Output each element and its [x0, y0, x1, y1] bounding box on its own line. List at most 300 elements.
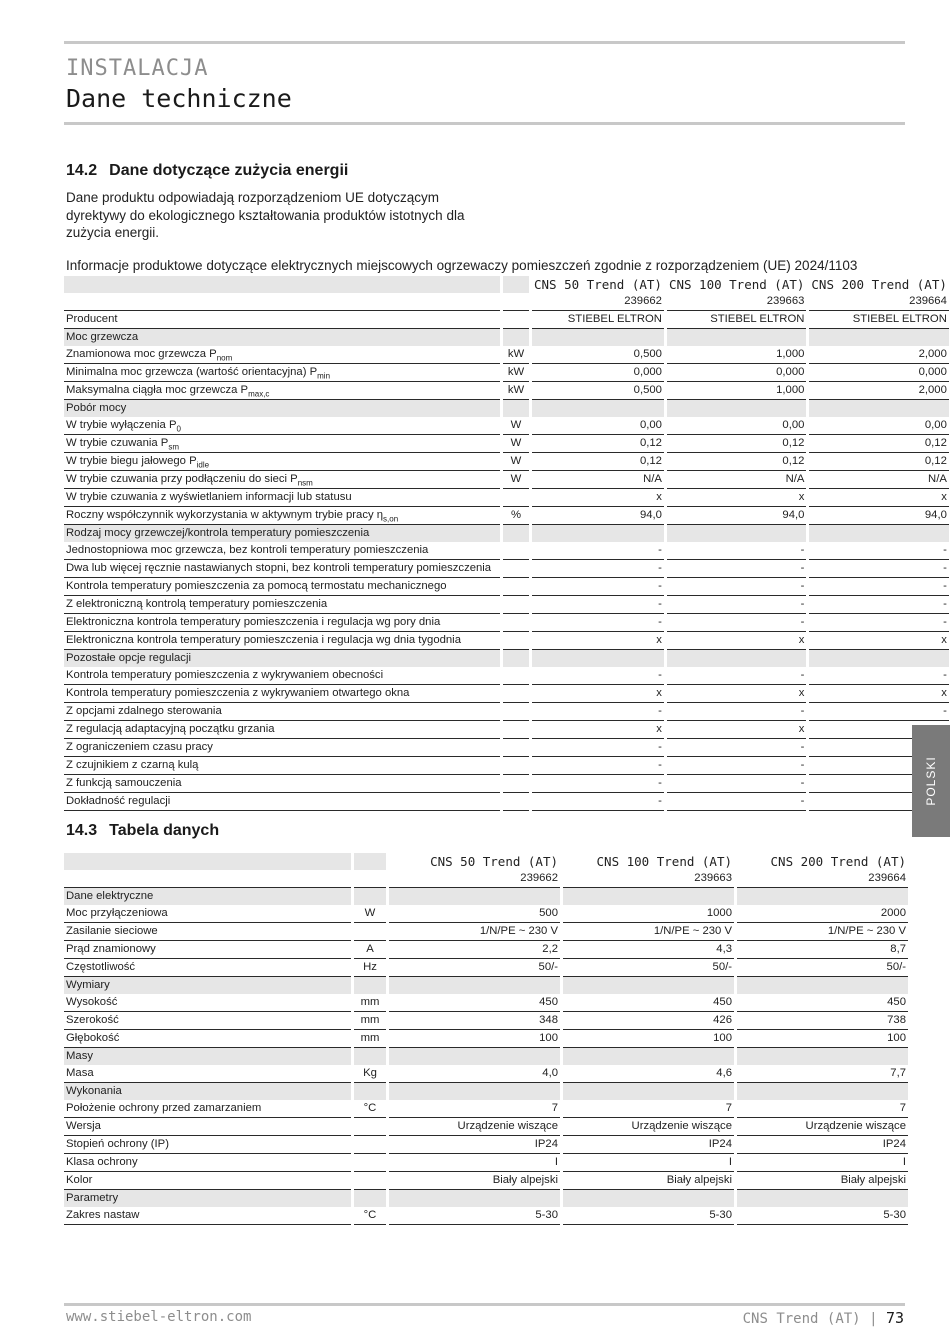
table-row [64, 542, 949, 560]
row-value: 2,000 [809, 382, 948, 400]
header-rule [64, 122, 905, 125]
row-value: 1/N/PE ~ 230 V [563, 923, 734, 941]
row-label [64, 632, 500, 650]
row-value: 500 [389, 905, 560, 923]
page-number: 73 [885, 1309, 904, 1327]
row-value: x [667, 685, 806, 703]
row-value: 5-30 [737, 1207, 908, 1225]
row-label-text: Elektroniczna kontrola temperatury pomieszczenia i regulacja wg pory dnia [66, 616, 441, 628]
table-row [64, 1154, 908, 1172]
row-value: - [532, 775, 664, 793]
table-head-codes [64, 870, 908, 888]
row-label-text: Szerokość [66, 1014, 119, 1026]
row-value: 1,000 [667, 382, 806, 400]
model-name: CNS 50 Trend (AT) [430, 854, 558, 869]
model-name: CNS 50 Trend (AT) [534, 277, 662, 292]
group-label: Pozostałe opcje regulacji [64, 650, 500, 667]
row-value: 5-30 [563, 1207, 734, 1225]
website-url: www.stiebel-eltron.com [66, 1309, 252, 1325]
row-label [64, 905, 351, 923]
row-value: - [532, 596, 664, 614]
row-unit [503, 793, 529, 811]
row-unit: kW [503, 364, 529, 382]
row-value: - [809, 614, 948, 632]
row-value: 0,500 [532, 346, 664, 364]
row-value: 0,12 [667, 435, 806, 453]
row-label [64, 1207, 351, 1225]
table-row [64, 721, 949, 739]
row-value: 738 [737, 1012, 908, 1030]
row-label [64, 941, 351, 959]
row-label-subscript: min [317, 371, 331, 381]
row-value: 2,000 [809, 346, 948, 364]
row-value: - [809, 542, 948, 560]
row-label [64, 1100, 351, 1118]
row-label [64, 382, 500, 400]
section-title: Dane dotyczące zużycia energii [109, 162, 349, 179]
row-unit [503, 489, 529, 507]
row-value: x [532, 721, 664, 739]
row-value: 100 [563, 1030, 734, 1048]
group-label: Masy [64, 1048, 351, 1065]
row-unit [503, 560, 529, 578]
row-label [64, 364, 500, 382]
table-row [64, 1012, 908, 1030]
row-value: - [667, 703, 806, 721]
row-value: - [809, 560, 948, 578]
row-value: 50/- [389, 959, 560, 977]
row-unit [503, 578, 529, 596]
row-label-text: Częstotliwość [66, 961, 136, 973]
row-label-text: Wysokość [66, 996, 118, 1008]
row-value: 50/- [737, 959, 908, 977]
row-value: 0,000 [667, 364, 806, 382]
table-row [64, 775, 949, 793]
row-label-subscript: s,on [383, 514, 399, 524]
row-value: 450 [737, 994, 908, 1012]
table-row [64, 435, 949, 453]
row-value: 100 [389, 1030, 560, 1048]
group-header-row [64, 888, 908, 905]
article-number: 239663 [563, 870, 734, 888]
row-label [64, 775, 500, 793]
row-value: - [667, 542, 806, 560]
row-label-text: Z opcjami zdalnego sterowania [66, 705, 222, 717]
row-label [64, 542, 500, 560]
table-row [64, 560, 949, 578]
group-label: Dane elektryczne [64, 888, 351, 905]
row-value: - [532, 578, 664, 596]
row-label-text: Z funkcją samouczenia [66, 777, 182, 789]
group-header-row [64, 329, 949, 346]
table-row [64, 1030, 908, 1048]
model-name: CNS 100 Trend (AT) [596, 854, 732, 869]
row-label [64, 703, 500, 721]
row-label [64, 346, 500, 364]
row-label [64, 1118, 351, 1136]
row-label-subscript: 0 [176, 424, 181, 434]
row-value: 4,0 [389, 1065, 560, 1083]
row-value: x [667, 489, 806, 507]
table-row [64, 757, 949, 775]
row-value: x [809, 685, 948, 703]
row-value: 450 [389, 994, 560, 1012]
section-title: Tabela danych [109, 822, 220, 839]
row-unit [503, 311, 529, 329]
row-label-text: W trybie wyłączenia P [66, 419, 177, 431]
row-label-text: Znamionowa moc grzewcza P [66, 348, 217, 360]
article-number: 239664 [737, 870, 908, 888]
row-label [64, 453, 500, 471]
section-14-3-heading [66, 822, 219, 840]
row-unit: mm [354, 994, 386, 1012]
row-unit [354, 1154, 386, 1172]
row-unit [503, 632, 529, 650]
row-value: - [667, 596, 806, 614]
table-caption: Informacje produktowe dotyczące elektrycznych miejscowych ogrzewaczy pomieszczeń zgodnie z rozporządzeniem (UE) 2024/1103 [66, 258, 858, 273]
row-label [64, 667, 500, 685]
row-label [64, 614, 500, 632]
row-value: I [563, 1154, 734, 1172]
row-value: x [667, 632, 806, 650]
row-unit [503, 614, 529, 632]
table-row [64, 614, 949, 632]
group-header-row [64, 1048, 908, 1065]
table-row [64, 382, 949, 400]
row-label-subscript: nsm [297, 478, 313, 488]
row-label [64, 596, 500, 614]
row-value: 0,12 [809, 435, 948, 453]
row-unit: °C [354, 1207, 386, 1225]
row-value: 2000 [737, 905, 908, 923]
row-label-text: W trybie czuwania P [66, 437, 169, 449]
row-label [64, 793, 500, 811]
row-value: 100 [737, 1030, 908, 1048]
table-row [64, 793, 949, 811]
row-label-text: Zakres nastaw [66, 1209, 140, 1221]
row-label-text: Prąd znamionowy [66, 943, 156, 955]
row-label [64, 959, 351, 977]
table-head-models [64, 276, 949, 293]
group-header-row [64, 1190, 908, 1207]
article-number: 239663 [667, 293, 806, 311]
row-label-text: Minimalna moc grzewcza (wartość orientacyjna) P [66, 366, 318, 378]
group-header-row [64, 650, 949, 667]
model-name: CNS 100 Trend (AT) [668, 277, 805, 292]
table-row [64, 1207, 908, 1225]
row-value: 4,3 [563, 941, 734, 959]
row-label-text: W trybie biegu jałowego P [66, 455, 197, 467]
row-label [64, 471, 500, 489]
row-value: 348 [389, 1012, 560, 1030]
row-value: Biały alpejski [563, 1172, 734, 1190]
row-label [64, 417, 500, 435]
row-value: I [737, 1154, 908, 1172]
row-label-text: Kontrola temperatury pomieszczenia za pomocą termostatu mechanicznego [66, 580, 447, 592]
row-value: I [389, 1154, 560, 1172]
row-label-text: W trybie czuwania z wyświetlaniem informacji lub statusu [66, 491, 352, 503]
row-unit [503, 721, 529, 739]
row-label [64, 1172, 351, 1190]
footer-rule [64, 1303, 905, 1306]
model-name: CNS 200 Trend (AT) [770, 854, 906, 869]
row-unit [503, 667, 529, 685]
table-row [64, 685, 949, 703]
section-14-2-heading [66, 162, 348, 180]
row-unit: Kg [354, 1065, 386, 1083]
table-row [64, 507, 949, 525]
row-value: 0,12 [667, 453, 806, 471]
row-value: 7,7 [737, 1065, 908, 1083]
table-row [64, 1100, 908, 1118]
row-value: N/A [667, 471, 806, 489]
row-unit [354, 1172, 386, 1190]
row-value: 7 [737, 1100, 908, 1118]
row-label-text: Dokładność regulacji [66, 795, 171, 807]
row-value: IP24 [563, 1136, 734, 1154]
row-label-subscript: max,c [248, 389, 270, 399]
row-value: STIEBEL ELTRON [809, 311, 948, 329]
row-value: 7 [389, 1100, 560, 1118]
table-row [64, 596, 949, 614]
row-label-text: W trybie czuwania przy podłączeniu do sieci P [66, 473, 298, 485]
row-value: 0,12 [809, 453, 948, 471]
row-value: - [532, 667, 664, 685]
row-value: - [809, 703, 948, 721]
row-value: N/A [809, 471, 948, 489]
data-table [64, 853, 908, 1225]
row-label-text: Zasilanie sieciowe [66, 925, 158, 937]
footer-separator: | [869, 1311, 878, 1327]
row-unit [503, 739, 529, 757]
row-label [64, 311, 500, 329]
row-value: 426 [563, 1012, 734, 1030]
row-value: IP24 [389, 1136, 560, 1154]
row-value: 0,000 [809, 364, 948, 382]
row-value: - [532, 614, 664, 632]
row-label [64, 435, 500, 453]
row-value: - [667, 793, 806, 811]
row-unit: % [503, 507, 529, 525]
row-label [64, 507, 500, 525]
row-value: - [667, 614, 806, 632]
footer-product: CNS Trend (AT) [742, 1311, 861, 1327]
row-value: - [809, 596, 948, 614]
row-unit [503, 596, 529, 614]
table-row [64, 453, 949, 471]
top-rule [64, 41, 905, 44]
row-value: - [532, 739, 664, 757]
row-unit: W [354, 905, 386, 923]
intro-paragraph: Dane produktu odpowiadają rozporządzeniom UE dotyczącym dyrektywy do ekologicznego kształtowania produktów istotnych dla zużycia energii. [66, 190, 465, 240]
article-number: 239662 [389, 870, 560, 888]
table-row [64, 1065, 908, 1083]
table-row [64, 739, 949, 757]
row-value: 0,00 [532, 417, 664, 435]
row-value: - [667, 775, 806, 793]
row-label-text: Jednostopniowa moc grzewcza, bez kontroli temperatury pomieszczenia [66, 544, 429, 556]
row-value: 1/N/PE ~ 230 V [389, 923, 560, 941]
row-value: Urządzenie wiszące [737, 1118, 908, 1136]
language-tab-label: POLSKI [924, 756, 938, 806]
table-row [64, 417, 949, 435]
row-value: 94,0 [667, 507, 806, 525]
table-row [64, 578, 949, 596]
row-value: - [667, 667, 806, 685]
table-row [64, 489, 949, 507]
row-value: - [532, 793, 664, 811]
row-unit: Hz [354, 959, 386, 977]
row-label [64, 489, 500, 507]
row-value: IP24 [737, 1136, 908, 1154]
row-unit: W [503, 417, 529, 435]
row-value: 5-30 [389, 1207, 560, 1225]
row-value: x [532, 489, 664, 507]
table-row [64, 941, 908, 959]
row-label-text: Stopień ochrony (IP) [66, 1138, 169, 1150]
row-label-text: Z regulacją adaptacyjną początku grzania [66, 723, 275, 735]
row-label-text: Producent [66, 313, 118, 325]
model-name: CNS 200 Trend (AT) [811, 277, 947, 292]
table-row [64, 703, 949, 721]
row-value: 0,00 [809, 417, 948, 435]
table-row [64, 364, 949, 382]
row-label-text: Głębokość [66, 1032, 120, 1044]
row-label [64, 739, 500, 757]
row-unit [354, 1118, 386, 1136]
row-value: STIEBEL ELTRON [532, 311, 664, 329]
group-header-row [64, 525, 949, 542]
row-label-text: Maksymalna ciągła moc grzewcza P [66, 384, 249, 396]
row-unit: W [503, 435, 529, 453]
row-label [64, 1065, 351, 1083]
row-unit [503, 685, 529, 703]
row-value: x [667, 721, 806, 739]
row-value: 0,12 [532, 435, 664, 453]
row-value: 1000 [563, 905, 734, 923]
row-label-text: Położenie ochrony przed zamarzaniem [66, 1102, 262, 1114]
row-unit: °C [354, 1100, 386, 1118]
row-unit: W [503, 471, 529, 489]
row-value: 4,6 [563, 1065, 734, 1083]
row-unit: mm [354, 1030, 386, 1048]
table-row [64, 471, 949, 489]
row-unit [503, 542, 529, 560]
row-label [64, 923, 351, 941]
row-value: - [809, 578, 948, 596]
row-value: 0,12 [532, 453, 664, 471]
row-value: Biały alpejski [737, 1172, 908, 1190]
row-unit: kW [503, 346, 529, 364]
table-row [64, 1136, 908, 1154]
row-label-text: Roczny współczynnik wykorzystania w aktywnym trybie pracy η [66, 509, 384, 521]
row-value: 7 [563, 1100, 734, 1118]
group-header-row [64, 400, 949, 417]
row-value: N/A [532, 471, 664, 489]
row-label [64, 1030, 351, 1048]
page-title: Dane techniczne [66, 84, 292, 113]
table-row [64, 905, 908, 923]
row-value: 2,2 [389, 941, 560, 959]
table-head-models [64, 853, 908, 870]
table-row [64, 346, 949, 364]
row-label [64, 757, 500, 775]
row-label-text: Kontrola temperatury pomieszczenia z wykrywaniem obecności [66, 669, 384, 681]
row-label-text: Wersja [66, 1120, 101, 1132]
group-label: Parametry [64, 1190, 351, 1207]
group-header-row [64, 1083, 908, 1100]
row-label-text: Elektroniczna kontrola temperatury pomieszczenia i regulacja wg dnia tygodnia [66, 634, 461, 646]
row-value: 94,0 [532, 507, 664, 525]
row-value: - [667, 757, 806, 775]
row-unit [354, 1136, 386, 1154]
row-value: - [532, 757, 664, 775]
group-label: Pobór mocy [64, 400, 500, 417]
row-value: - [667, 560, 806, 578]
row-label [64, 1154, 351, 1172]
row-unit: kW [503, 382, 529, 400]
footer-page-info [743, 1309, 904, 1327]
row-value: 0,00 [667, 417, 806, 435]
row-value: x [532, 632, 664, 650]
table-row [64, 1172, 908, 1190]
row-label [64, 1136, 351, 1154]
row-value: 1,000 [667, 346, 806, 364]
row-value: 0,000 [532, 364, 664, 382]
section-number: 14.2 [66, 162, 98, 179]
row-label-text: Masa [66, 1067, 94, 1079]
row-unit: A [354, 941, 386, 959]
row-label-text: Z elektroniczną kontrolą temperatury pomieszczenia [66, 598, 328, 610]
row-label-text: Z czujnikiem z czarną kulą [66, 759, 199, 771]
group-label: Rodzaj mocy grzewczej/kontrola temperatury pomieszczenia [64, 525, 500, 542]
row-value: 450 [563, 994, 734, 1012]
row-label [64, 721, 500, 739]
row-label [64, 685, 500, 703]
group-label: Wykonania [64, 1083, 351, 1100]
row-label-subscript: sm [168, 442, 180, 452]
row-value: x [809, 489, 948, 507]
row-label-text: Kolor [66, 1174, 93, 1186]
row-value: 94,0 [809, 507, 948, 525]
row-value: 0,500 [532, 382, 664, 400]
row-value: 1/N/PE ~ 230 V [737, 923, 908, 941]
row-value: - [809, 667, 948, 685]
row-label [64, 578, 500, 596]
row-value: - [532, 703, 664, 721]
language-tab [912, 725, 950, 837]
article-number: 239664 [809, 293, 948, 311]
row-label-subscript: idle [196, 460, 210, 470]
energy-table [64, 276, 949, 811]
row-value: - [667, 578, 806, 596]
row-unit [503, 775, 529, 793]
article-number: 239662 [532, 293, 664, 311]
group-label: Wymiary [64, 977, 351, 994]
row-value: 8,7 [737, 941, 908, 959]
row-value: Biały alpejski [389, 1172, 560, 1190]
section-number: 14.3 [66, 822, 98, 839]
table-row [64, 632, 949, 650]
row-value: x [809, 632, 948, 650]
row-label [64, 1012, 351, 1030]
row-value: - [532, 542, 664, 560]
row-label [64, 994, 351, 1012]
row-unit [503, 757, 529, 775]
group-header-row [64, 977, 908, 994]
row-unit [354, 923, 386, 941]
section-label: INSTALACJA [66, 56, 209, 81]
